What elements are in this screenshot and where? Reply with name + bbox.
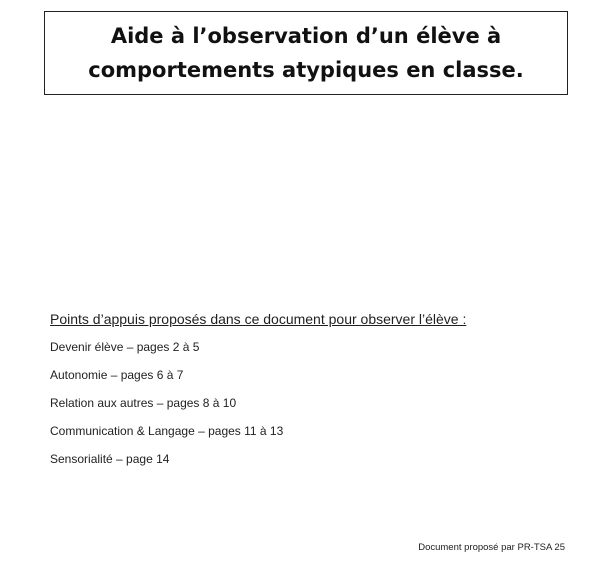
- point-item-relation-aux-autres: Relation aux autres – pages 8 à 10: [50, 396, 237, 410]
- points-heading: Points d’appuis proposés dans ce document pour observer l’élève :: [50, 311, 467, 327]
- footer-credit: Document proposé par PR-TSA 25: [418, 542, 565, 553]
- title-line-1: Aide à l’observation d’un élève à: [110, 24, 502, 48]
- point-item-autonomie: Autonomie – pages 6 à 7: [50, 368, 184, 382]
- point-item-sensorialite: Sensorialité – page 14: [50, 452, 170, 466]
- point-item-devenir-eleve: Devenir élève – pages 2 à 5: [50, 340, 200, 354]
- title-line-2: comportements atypiques en classe.: [88, 58, 524, 82]
- point-item-communication-langage: Communication & Langage – pages 11 à 13: [50, 424, 284, 438]
- points-list: [50, 340, 283, 480]
- title-box: [44, 11, 568, 95]
